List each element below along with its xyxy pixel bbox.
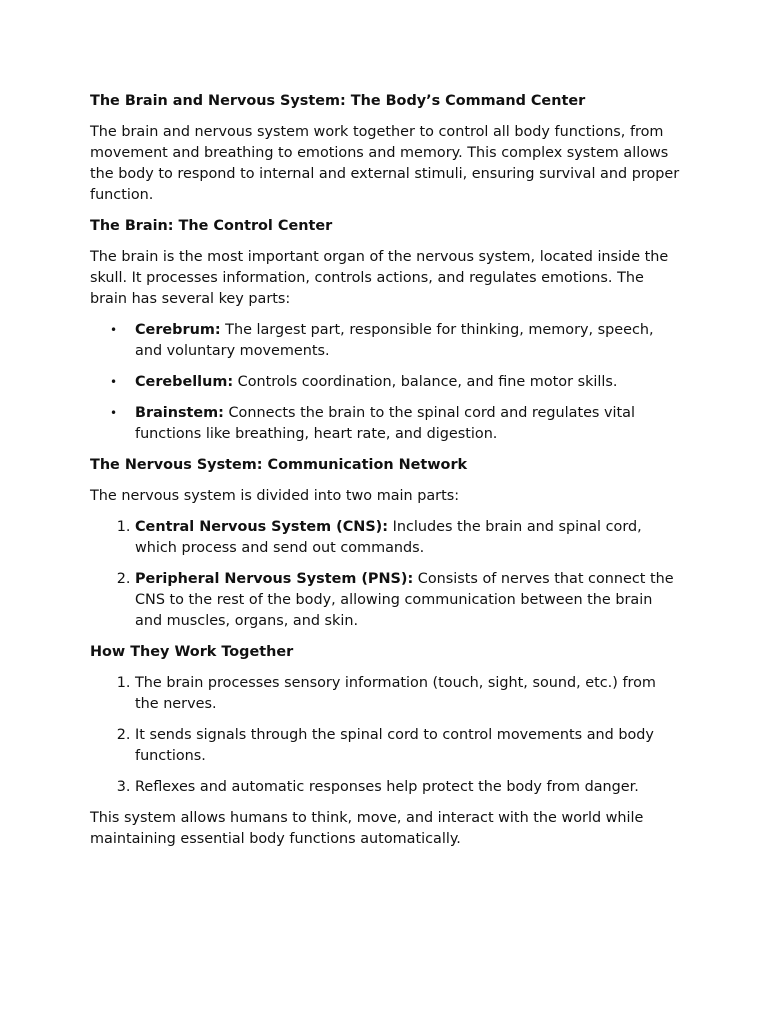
- term-description: Controls coordination, balance, and fine motor skills.: [233, 374, 618, 390]
- term-description: Includes the brain and spinal cord, which process and send out commands.: [135, 519, 642, 556]
- list-item: [135, 320, 680, 362]
- list-item: [135, 569, 680, 632]
- list-item: 1. The brain processes sensory information (touch, sight, sound, etc.) from the nerves.: [135, 673, 680, 715]
- term-label: Central Nervous System (CNS):: [135, 519, 389, 535]
- term-label: Brainstem:: [135, 405, 224, 421]
- list-item: [135, 517, 680, 559]
- term-description: Connects the brain to the spinal cord and regulates vital functions like breathing, heart rate, and digestion.: [135, 405, 635, 442]
- nervous-parts-list: [90, 517, 680, 632]
- term-label: Peripheral Nervous System (PNS):: [135, 571, 414, 587]
- conclusion-paragraph: This system allows humans to think, move, and interact with the world while maintaining essential body functions automatically.: [90, 810, 644, 847]
- brain-heading: The Brain: The Control Center: [90, 218, 333, 234]
- list-item: 3. Reflexes and automatic responses help protect the body from danger.: [135, 777, 680, 798]
- nervous-heading: The Nervous System: Communication Network: [90, 457, 468, 473]
- together-steps-list: [90, 673, 680, 798]
- nervous-paragraph: The nervous system is divided into two main parts:: [90, 488, 460, 504]
- term-description: The largest part, responsible for thinking, memory, speech, and voluntary movements.: [135, 322, 654, 359]
- brain-parts-list: [90, 320, 680, 445]
- document-page: [90, 91, 680, 860]
- term-label: Cerebrum:: [135, 322, 221, 338]
- document-title: The Brain and Nervous System: The Body’s Command Center: [90, 93, 586, 109]
- together-heading: How They Work Together: [90, 644, 294, 660]
- intro-paragraph: The brain and nervous system work together to control all body functions, from movement and breathing to emotions and memory. This complex system allows the body to respond to internal and external stimuli, ensuring survival and proper function.: [90, 124, 680, 203]
- list-item: 2. It sends signals through the spinal cord to control movements and body functions.: [135, 725, 680, 767]
- list-item: [135, 403, 680, 445]
- list-item: [135, 372, 680, 393]
- term-label: Cerebellum:: [135, 374, 234, 390]
- brain-paragraph: The brain is the most important organ of the nervous system, located inside the skull. It processes information, controls actions, and regulates emotions. The brain has several key parts:: [90, 249, 669, 307]
- term-description: Consists of nerves that connect the CNS to the rest of the body, allowing communication between the brain and muscles, organs, and skin.: [135, 571, 674, 629]
